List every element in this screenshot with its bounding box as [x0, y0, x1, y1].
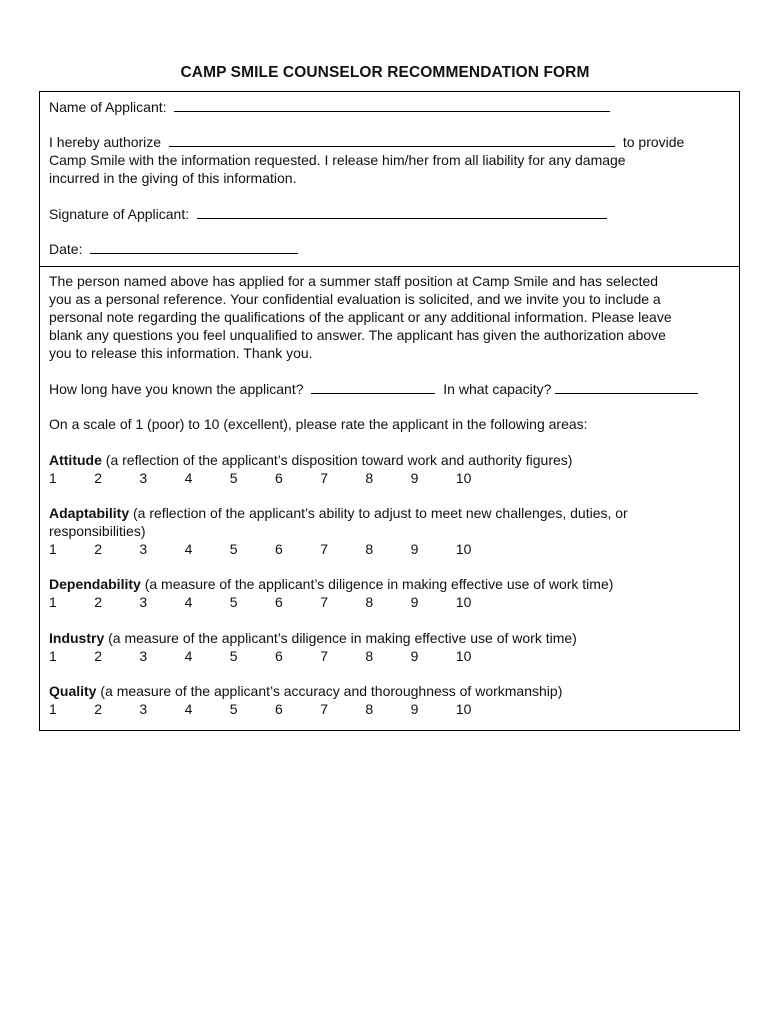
rating-industry-heading: [49, 629, 577, 647]
rating-option-4[interactable]: 4: [184, 701, 193, 717]
release-line-1: Camp Smile with the information requested. I release him/her from all liability for any damage: [49, 152, 626, 168]
rating-option-2[interactable]: 2: [94, 701, 102, 717]
rating-option-8[interactable]: 8: [365, 470, 374, 486]
authorize-suffix: to provide: [622, 134, 685, 150]
applicant-name-label: Name of Applicant:: [49, 99, 167, 115]
rating-option-7[interactable]: 7: [320, 541, 328, 557]
intro-line-1: The person named above has applied for a summer staff position at Camp Smile and has selected: [49, 273, 659, 289]
rating-attitude-heading: [49, 451, 572, 469]
rating-option-8[interactable]: 8: [365, 541, 374, 557]
applicant-name-field[interactable]: [174, 98, 610, 112]
rating-adaptability-name: Adaptability: [49, 505, 130, 521]
capacity-label: In what capacity?: [443, 381, 552, 397]
rating-option-9[interactable]: 9: [410, 701, 419, 717]
rating-option-10[interactable]: 10: [455, 701, 472, 717]
rating-option-10[interactable]: 10: [455, 470, 472, 486]
rating-dependability-heading: [49, 575, 613, 593]
rating-option-5[interactable]: 5: [229, 541, 238, 557]
rating-option-9[interactable]: 9: [410, 648, 419, 664]
known-row: [49, 380, 698, 398]
rating-option-4[interactable]: 4: [184, 470, 193, 486]
section-divider: [40, 266, 739, 267]
rating-adaptability-desc-2: responsibilities): [49, 523, 146, 539]
rating-adaptability-heading: [49, 504, 628, 522]
rating-option-6[interactable]: 6: [275, 701, 283, 717]
rating-adaptability-desc: (a reflection of the applicant’s ability to adjust to meet new challenges, duties, or: [133, 505, 628, 521]
intro-line-5: you to release this information. Thank you.: [49, 345, 313, 361]
signature-row: [49, 205, 607, 223]
rating-option-8[interactable]: 8: [365, 701, 374, 717]
rating-option-9[interactable]: 9: [410, 470, 419, 486]
authorize-name-field[interactable]: [169, 133, 615, 147]
date-label: Date:: [49, 241, 83, 257]
known-label: How long have you known the applicant?: [49, 381, 304, 397]
rating-option-2[interactable]: 2: [94, 470, 102, 486]
rating-option-5[interactable]: 5: [229, 470, 238, 486]
rating-quality-name: Quality: [49, 683, 97, 699]
applicant-name-row: [49, 98, 610, 116]
rating-option-10[interactable]: 10: [455, 541, 472, 557]
form-box: [39, 91, 740, 731]
rating-option-2[interactable]: 2: [94, 541, 102, 557]
rating-option-1[interactable]: 1: [49, 701, 57, 717]
rating-industry-name: Industry: [49, 630, 105, 646]
intro-line-4: blank any questions you feel unqualified to answer. The applicant has given the authorization above: [49, 327, 666, 343]
authorize-row: [49, 133, 684, 151]
rating-attitude-desc: (a reflection of the applicant’s disposition toward work and authority figures): [105, 452, 573, 468]
intro-line-2: you as a personal reference. Your confidential evaluation is solicited, and we invite you to include a: [49, 291, 661, 307]
rating-option-10[interactable]: 10: [455, 594, 472, 610]
intro-line-3: personal note regarding the qualifications of the applicant or any additional information. Please leave: [49, 309, 672, 325]
rating-option-9[interactable]: 9: [410, 541, 419, 557]
rating-option-5[interactable]: 5: [229, 594, 238, 610]
known-duration-field[interactable]: [311, 380, 435, 394]
release-line-2: incurred in the giving of this information.: [49, 170, 297, 186]
rating-quality-desc: (a measure of the applicant’s accuracy and thoroughness of workmanship): [100, 683, 563, 699]
rating-option-1[interactable]: 1: [49, 470, 57, 486]
capacity-field[interactable]: [555, 380, 698, 394]
rating-option-4[interactable]: 4: [184, 541, 193, 557]
rating-option-3[interactable]: 3: [139, 648, 148, 664]
rating-dependability-name: Dependability: [49, 576, 141, 592]
rating-option-7[interactable]: 7: [320, 648, 328, 664]
rating-option-3[interactable]: 3: [139, 470, 148, 486]
rating-option-6[interactable]: 6: [275, 470, 283, 486]
rating-option-3[interactable]: 3: [139, 541, 148, 557]
rating-option-5[interactable]: 5: [229, 701, 238, 717]
date-field[interactable]: [90, 240, 298, 254]
rating-option-7[interactable]: 7: [320, 470, 328, 486]
rating-option-1[interactable]: 1: [49, 648, 57, 664]
rating-option-7[interactable]: 7: [320, 594, 328, 610]
rating-option-3[interactable]: 3: [139, 594, 148, 610]
rating-option-2[interactable]: 2: [94, 648, 102, 664]
rating-option-7[interactable]: 7: [320, 701, 328, 717]
rating-quality-heading: [49, 682, 562, 700]
date-row: [49, 240, 298, 258]
rating-option-8[interactable]: 8: [365, 594, 374, 610]
rating-option-4[interactable]: 4: [184, 594, 193, 610]
form-title: CAMP SMILE COUNSELOR RECOMMENDATION FORM: [180, 64, 590, 81]
rating-option-2[interactable]: 2: [94, 594, 102, 610]
rating-option-6[interactable]: 6: [275, 594, 283, 610]
rating-option-1[interactable]: 1: [49, 541, 57, 557]
rating-dependability-desc: (a measure of the applicant’s diligence in making effective use of work time): [144, 576, 614, 592]
rating-option-1[interactable]: 1: [49, 594, 57, 610]
rating-option-8[interactable]: 8: [365, 648, 374, 664]
signature-label: Signature of Applicant:: [49, 206, 190, 222]
rating-attitude-name: Attitude: [49, 452, 102, 468]
rating-option-9[interactable]: 9: [410, 594, 419, 610]
rating-option-6[interactable]: 6: [275, 541, 283, 557]
rating-option-10[interactable]: 10: [455, 648, 472, 664]
scale-instruction: On a scale of 1 (poor) to 10 (excellent), please rate the applicant in the following areas:: [49, 416, 588, 432]
rating-industry-desc: (a measure of the applicant’s diligence in making effective use of work time): [108, 630, 577, 646]
rating-option-3[interactable]: 3: [139, 701, 148, 717]
rating-option-4[interactable]: 4: [184, 648, 193, 664]
rating-option-5[interactable]: 5: [229, 648, 238, 664]
authorize-prefix: I hereby authorize: [49, 134, 162, 150]
rating-option-6[interactable]: 6: [275, 648, 283, 664]
signature-field[interactable]: [197, 205, 607, 219]
